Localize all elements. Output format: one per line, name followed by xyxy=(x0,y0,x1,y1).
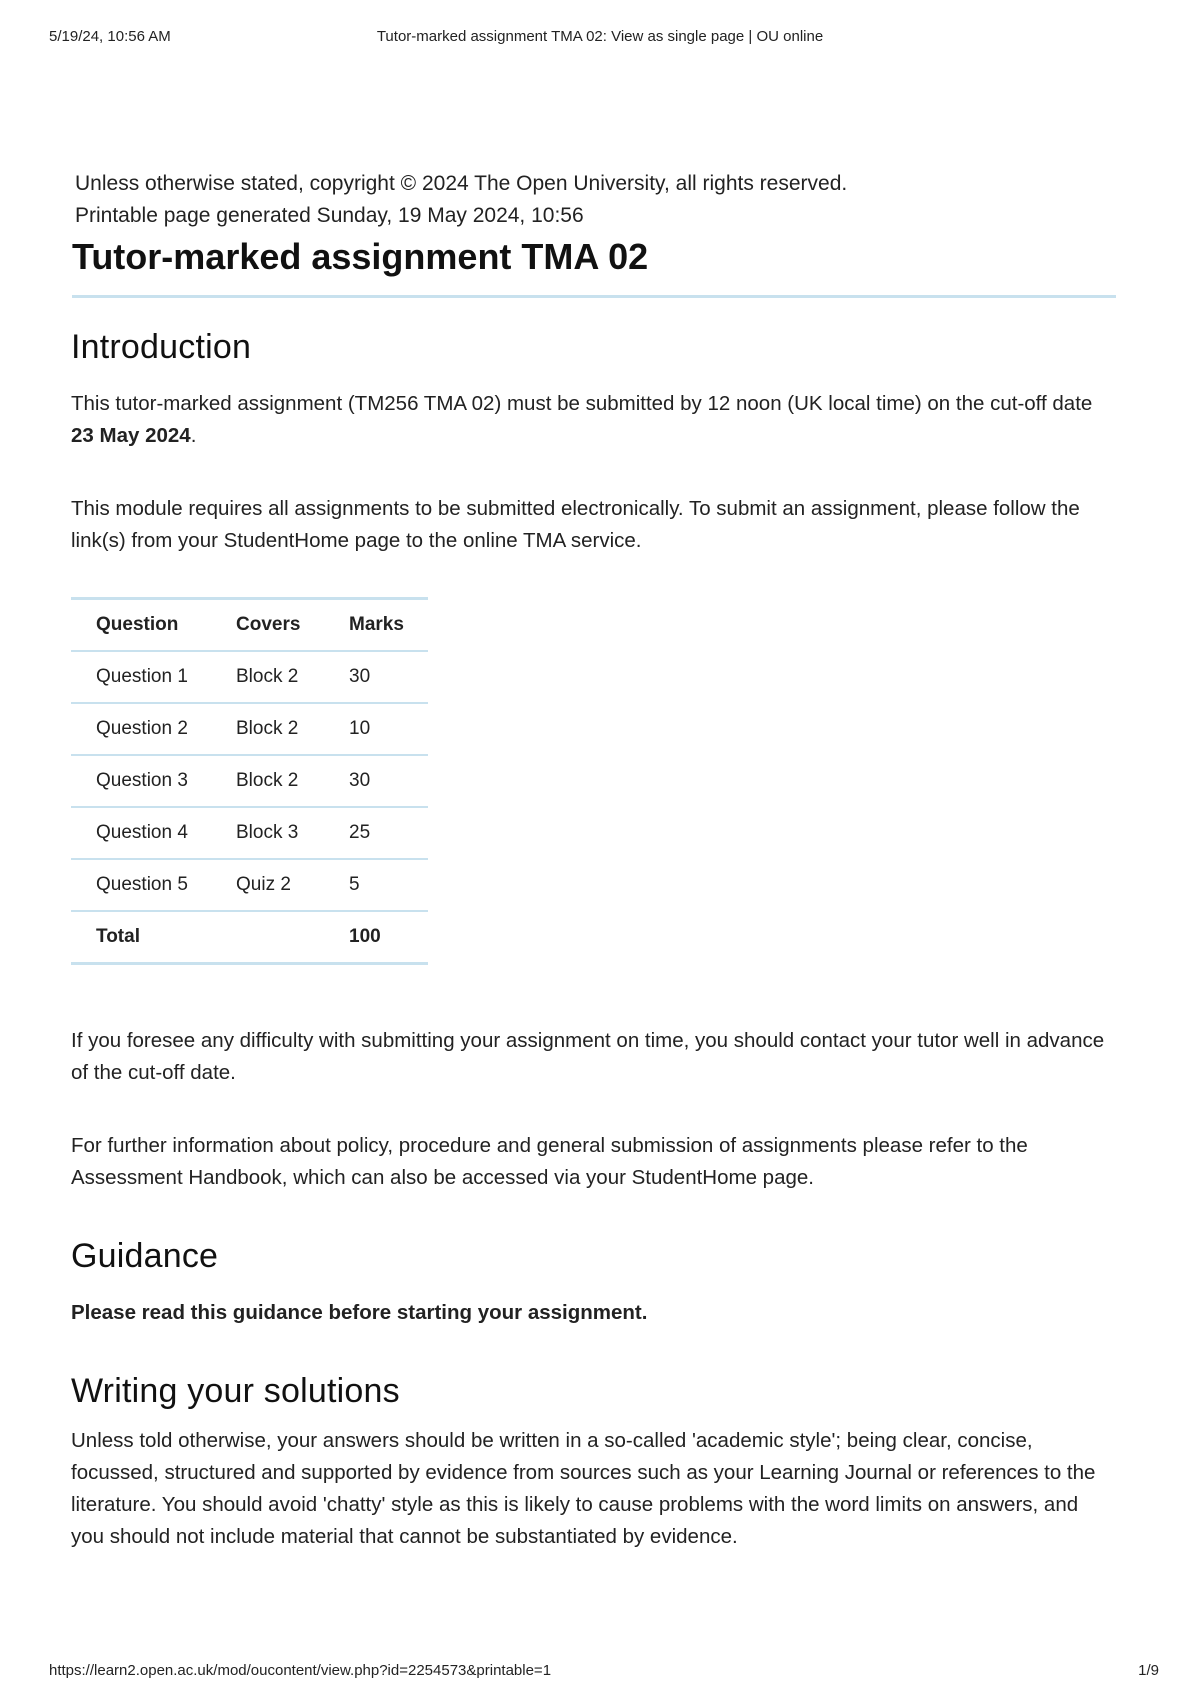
print-page-title: Tutor-marked assignment TMA 02: View as single page | OU online xyxy=(376,28,824,45)
intro-paragraph-policy: For further information about policy, procedure and general submission of assignments please refer to the Assessment Handbook, which can also be accessed via your StudentHome page. xyxy=(71,1134,1028,1189)
intro-paragraph-submission: This module requires all assignments to be submitted electronically. To submit an assignment, please follow the link(s) from your StudentHome page to the online TMA service. xyxy=(71,497,1080,552)
table-cell: 25 xyxy=(324,807,428,859)
marks-table xyxy=(71,597,428,965)
table-cell: Block 2 xyxy=(211,651,324,703)
cutoff-date: 23 May 2024 xyxy=(71,424,191,447)
intro-deadline-text: This tutor-marked assignment (TM256 TMA 02) must be submitted by 12 noon (UK local time) on the cut-off date xyxy=(71,392,1093,415)
main-content xyxy=(71,168,1116,1553)
table-total-row xyxy=(71,911,428,964)
table-cell: Quiz 2 xyxy=(211,859,324,911)
page-number: 1/9 xyxy=(1138,1662,1159,1679)
column-header: Covers xyxy=(211,599,324,652)
table-cell: Question 2 xyxy=(71,703,211,755)
table-cell: Question 1 xyxy=(71,651,211,703)
table-row xyxy=(71,703,428,755)
table-row xyxy=(71,755,428,807)
table-cell: 30 xyxy=(324,651,428,703)
print-datetime: 5/19/24, 10:56 AM xyxy=(49,28,171,45)
intro-paragraph-deadline xyxy=(71,388,1116,452)
copyright-notice: Unless otherwise stated, copyright © 2024 The Open University, all rights reserved. xyxy=(75,172,848,195)
page-meta xyxy=(75,168,1116,232)
table-cell: 10 xyxy=(324,703,428,755)
table-cell: 30 xyxy=(324,755,428,807)
table-header-row xyxy=(71,599,428,652)
intro-paragraph-difficulty: If you foresee any difficulty with submitting your assignment on time, you should contact your tutor well in advance of the cut-off date. xyxy=(71,1029,1105,1084)
writing-solutions-paragraph: Unless told otherwise, your answers should be written in a so-called 'academic style'; being clear, concise, focussed, structured and supported by evidence from sources such as your Learning Journal or references to the literature. You should avoid 'chatty' style as this is likely to cause problems with the word limits on answers, and you should not include material that cannot be substantiated by evidence. xyxy=(71,1429,1096,1548)
table-cell: Block 2 xyxy=(211,755,324,807)
generated-notice: Printable page generated Sunday, 19 May 2024, 10:56 xyxy=(75,204,584,227)
column-header: Question xyxy=(71,599,211,652)
table-cell: Question 5 xyxy=(71,859,211,911)
table-cell: Block 2 xyxy=(211,703,324,755)
print-footer xyxy=(0,1662,1200,1682)
table-cell: Question 3 xyxy=(71,755,211,807)
guidance-heading: Guidance xyxy=(71,1237,219,1275)
table-row xyxy=(71,807,428,859)
table-cell-empty xyxy=(211,911,324,964)
writing-solutions-heading: Writing your solutions xyxy=(71,1372,400,1410)
total-label: Total xyxy=(71,911,211,964)
print-header xyxy=(0,28,1200,48)
intro-deadline-end: . xyxy=(190,424,197,447)
table-cell: Question 4 xyxy=(71,807,211,859)
guidance-note: Please read this guidance before starting your assignment. xyxy=(71,1301,648,1324)
table-row xyxy=(71,859,428,911)
table-cell: 5 xyxy=(324,859,428,911)
table-cell: Block 3 xyxy=(211,807,324,859)
page-title: Tutor-marked assignment TMA 02 xyxy=(72,235,1116,298)
total-value: 100 xyxy=(324,911,428,964)
introduction-heading: Introduction xyxy=(71,328,252,366)
table-row xyxy=(71,651,428,703)
column-header: Marks xyxy=(324,599,428,652)
print-url: https://learn2.open.ac.uk/mod/oucontent/view.php?id=2254573&printable=1 xyxy=(49,1662,552,1679)
